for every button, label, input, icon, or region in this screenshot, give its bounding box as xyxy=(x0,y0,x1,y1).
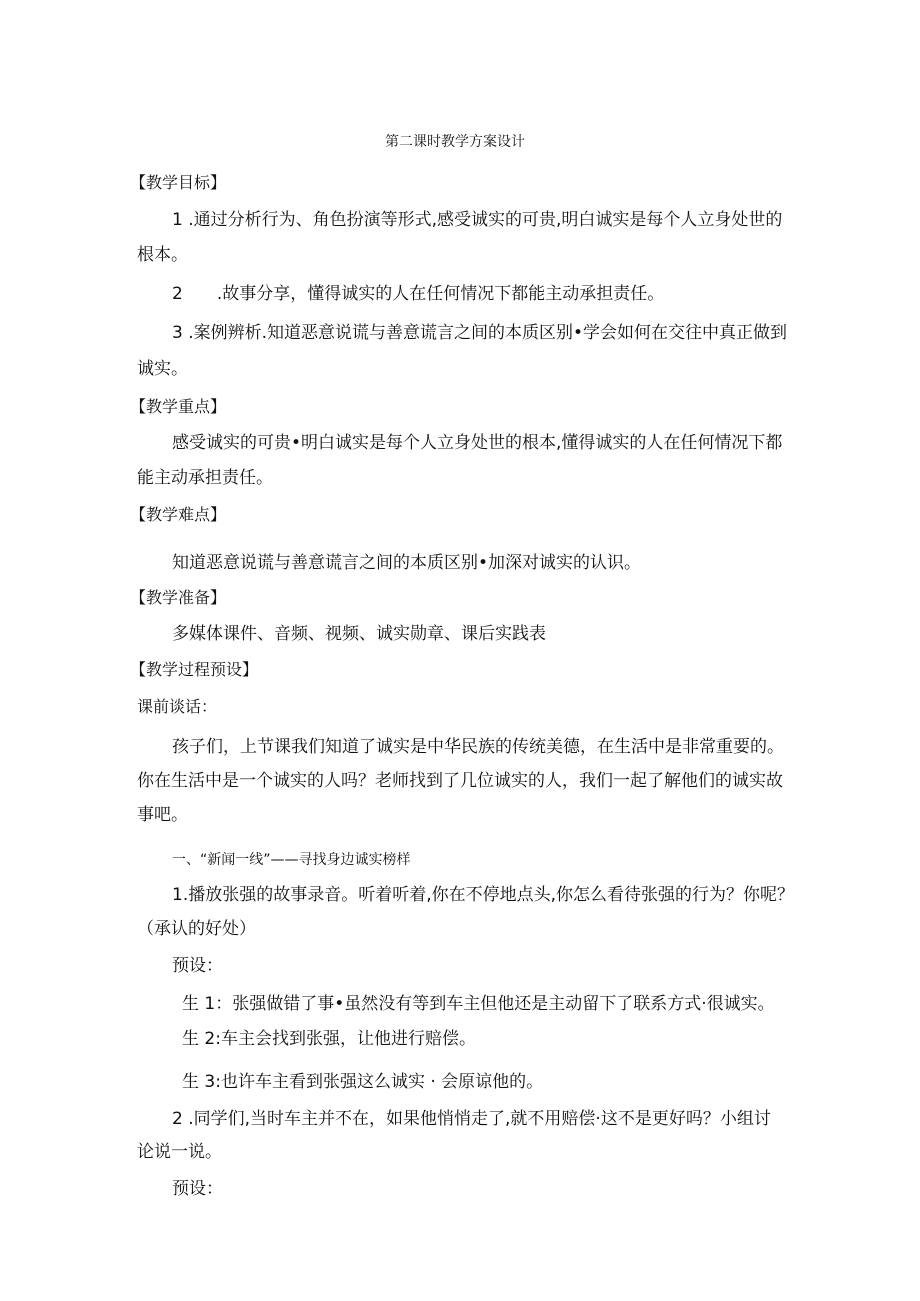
step-1-text: 1.播放张强的故事录音。听着听着,你在不停地点头,你怎么看待张强的行为？你呢？ xyxy=(172,885,795,905)
step-2-text: 2 .同学们,当时车主并不在，如果他悄悄走了,就不用赔偿·这不是更好吗？小组讨 xyxy=(172,1109,771,1129)
preset-label-2: 预设： xyxy=(172,1179,223,1199)
objective-item-2: 2 .故事分享，懂得诚实的人在任何情况下都能主动承担责任。 xyxy=(172,284,665,304)
difficulties-heading: 【教学难点】 xyxy=(130,505,227,524)
part-1-title: 一、“新闻一线”——寻找身边诚实榜样 xyxy=(172,852,411,868)
preparation-text: 多媒体课件、音频、视频、诚实勋章、课后实践表 xyxy=(172,624,546,644)
page-title: 第二课时教学方案设计 xyxy=(385,134,525,150)
step-2-text-cont: 论说一说。 xyxy=(137,1142,222,1162)
preparation-heading: 【教学准备】 xyxy=(130,588,227,607)
student-answer-1: 生 1：张强做错了事•虽然没有等到车主但他还是主动留下了联系方式·很诚实。 xyxy=(182,994,775,1014)
process-heading: 【教学过程预设】 xyxy=(130,660,259,679)
student-answer-2: 生 2:车主会找到张强，让他进行赔偿。 xyxy=(182,1029,476,1049)
objective-item-3-cont: 诚实。 xyxy=(137,359,188,379)
pre-class-talk-line-3: 事吧。 xyxy=(137,805,188,825)
step-1-text-cont: （承认的好处） xyxy=(137,919,256,939)
pre-class-talk-line-1: 孩子们，上节课我们知道了诚实是中华民族的传统美德，在生活中是非常重要的。 xyxy=(172,737,784,757)
difficulties-text: 知道恶意说谎与善意谎言之间的本质区别•加深对诚实的认识。 xyxy=(172,553,642,573)
objective-item-3: 3 .案例辨析.知道恶意说谎与善意谎言之间的本质区别•学会如何在交往中真正做到 xyxy=(172,323,788,343)
preset-label-1: 预设： xyxy=(172,956,223,976)
key-points-text: 感受诚实的可贵•明白诚实是每个人立身处世的根本,懂得诚实的人在任何情况下都 xyxy=(172,433,783,453)
key-points-heading: 【教学重点】 xyxy=(130,397,227,416)
pre-class-talk-label: 课前谈话： xyxy=(137,697,218,716)
student-answer-3: 生 3:也许车主看到张强这么诚实 · 会原谅他的。 xyxy=(182,1072,544,1092)
objectives-heading: 【教学目标】 xyxy=(130,173,227,192)
key-points-text-cont: 能主动承担责任。 xyxy=(137,468,273,488)
objective-item-1: 1 .通过分析行为、角色扮演等形式,感受诚实的可贵,明白诚实是每个人立身处世的 xyxy=(172,210,783,230)
pre-class-talk-line-2: 你在生活中是一个诚实的人吗？老师找到了几位诚实的人，我们一起了解他们的诚实故 xyxy=(137,771,783,791)
objective-item-1-cont: 根本。 xyxy=(137,245,188,265)
